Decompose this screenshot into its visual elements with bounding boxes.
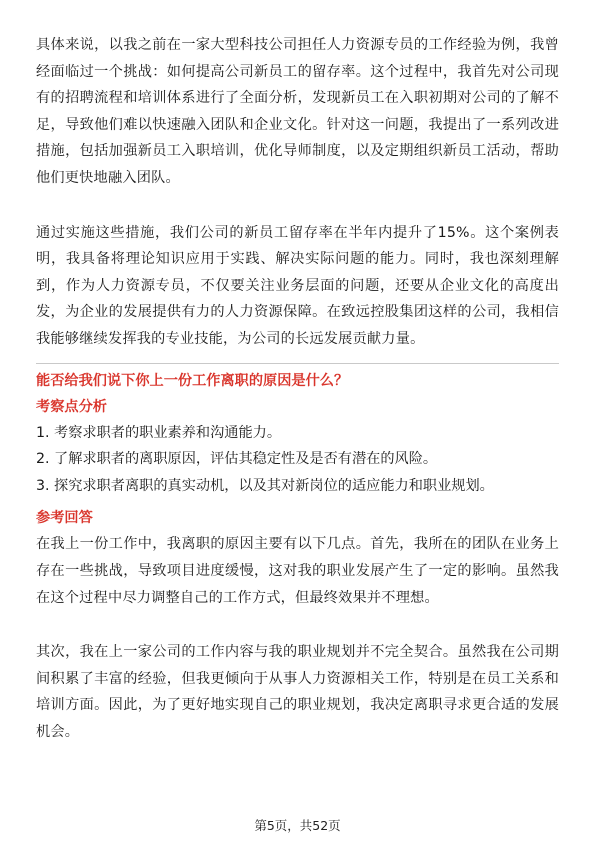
analysis-item: 1. 考察求职者的职业素养和沟通能力。 bbox=[36, 424, 282, 441]
answer-paragraph-1: 在我上一份工作中，我离职的原因主要有以下几点。首先，我所在的团队在业务上存在一些挑战，导致项目进度缓慢，这对我的职业发展产生了一定的影响。虽然我在这个过程中尽力调整自己的工作方式，但最终效果并不理想。 bbox=[36, 536, 559, 606]
analysis-item: 3. 探究求职者离职的真实动机，以及其对新岗位的适应能力和职业规划。 bbox=[36, 477, 494, 494]
body-paragraph-2: 通过实施这些措施，我们公司的新员工留存率在半年内提升了15%。这个案例表明，我具备将理论知识应用于实践、解决实际问题的能力。同时，我也深刻理解到，作为人力资源专员，不仅要关注业务层面的问题，还要从企业文化的高度出发，为企业的发展提供有力的人力资源保障。在致远控股集团这样的公司，我相信我能够继续发挥我的专业技能，为公司的长远发展贡献力量。 bbox=[36, 224, 559, 347]
page-number: 第5页，共52页 bbox=[254, 818, 341, 833]
analysis-item: 2. 了解求职者的离职原因，评估其稳定性及是否有潜在的风险。 bbox=[36, 451, 438, 468]
answer-paragraph-2: 其次，我在上一家公司的工作内容与我的职业规划并不完全契合。虽然我在公司期间积累了丰富的经验，但我更倾向于从事人力资源相关工作，特别是在员工关系和培训方面。因此，为了更好地实现自己的职业规划，我决定离职寻求更合适的发展机会。 bbox=[36, 644, 559, 740]
document-page bbox=[36, 32, 559, 745]
body-paragraph-1: 具体来说，以我之前在一家大型科技公司担任人力资源专员的工作经验为例，我曾经面临过一个挑战：如何提高公司新员工的留存率。这个过程中，我首先对公司现有的招聘流程和培训体系进行了全面分析，发现新员工在入职初期对公司的了解不足，导致他们难以快速融入团队和企业文化。针对这一问题，我提出了一系列改进措施，包括加强新员工入职培训，优化导师制度，以及定期组织新员工活动，帮助他们更快地融入团队。 bbox=[36, 37, 559, 186]
analysis-heading: 考察点分析 bbox=[36, 398, 107, 415]
section-divider bbox=[36, 363, 559, 364]
answer-heading: 参考回答 bbox=[36, 510, 93, 527]
question-title: 能否给我们说下你上一份工作离职的原因是什么？ bbox=[36, 372, 349, 389]
